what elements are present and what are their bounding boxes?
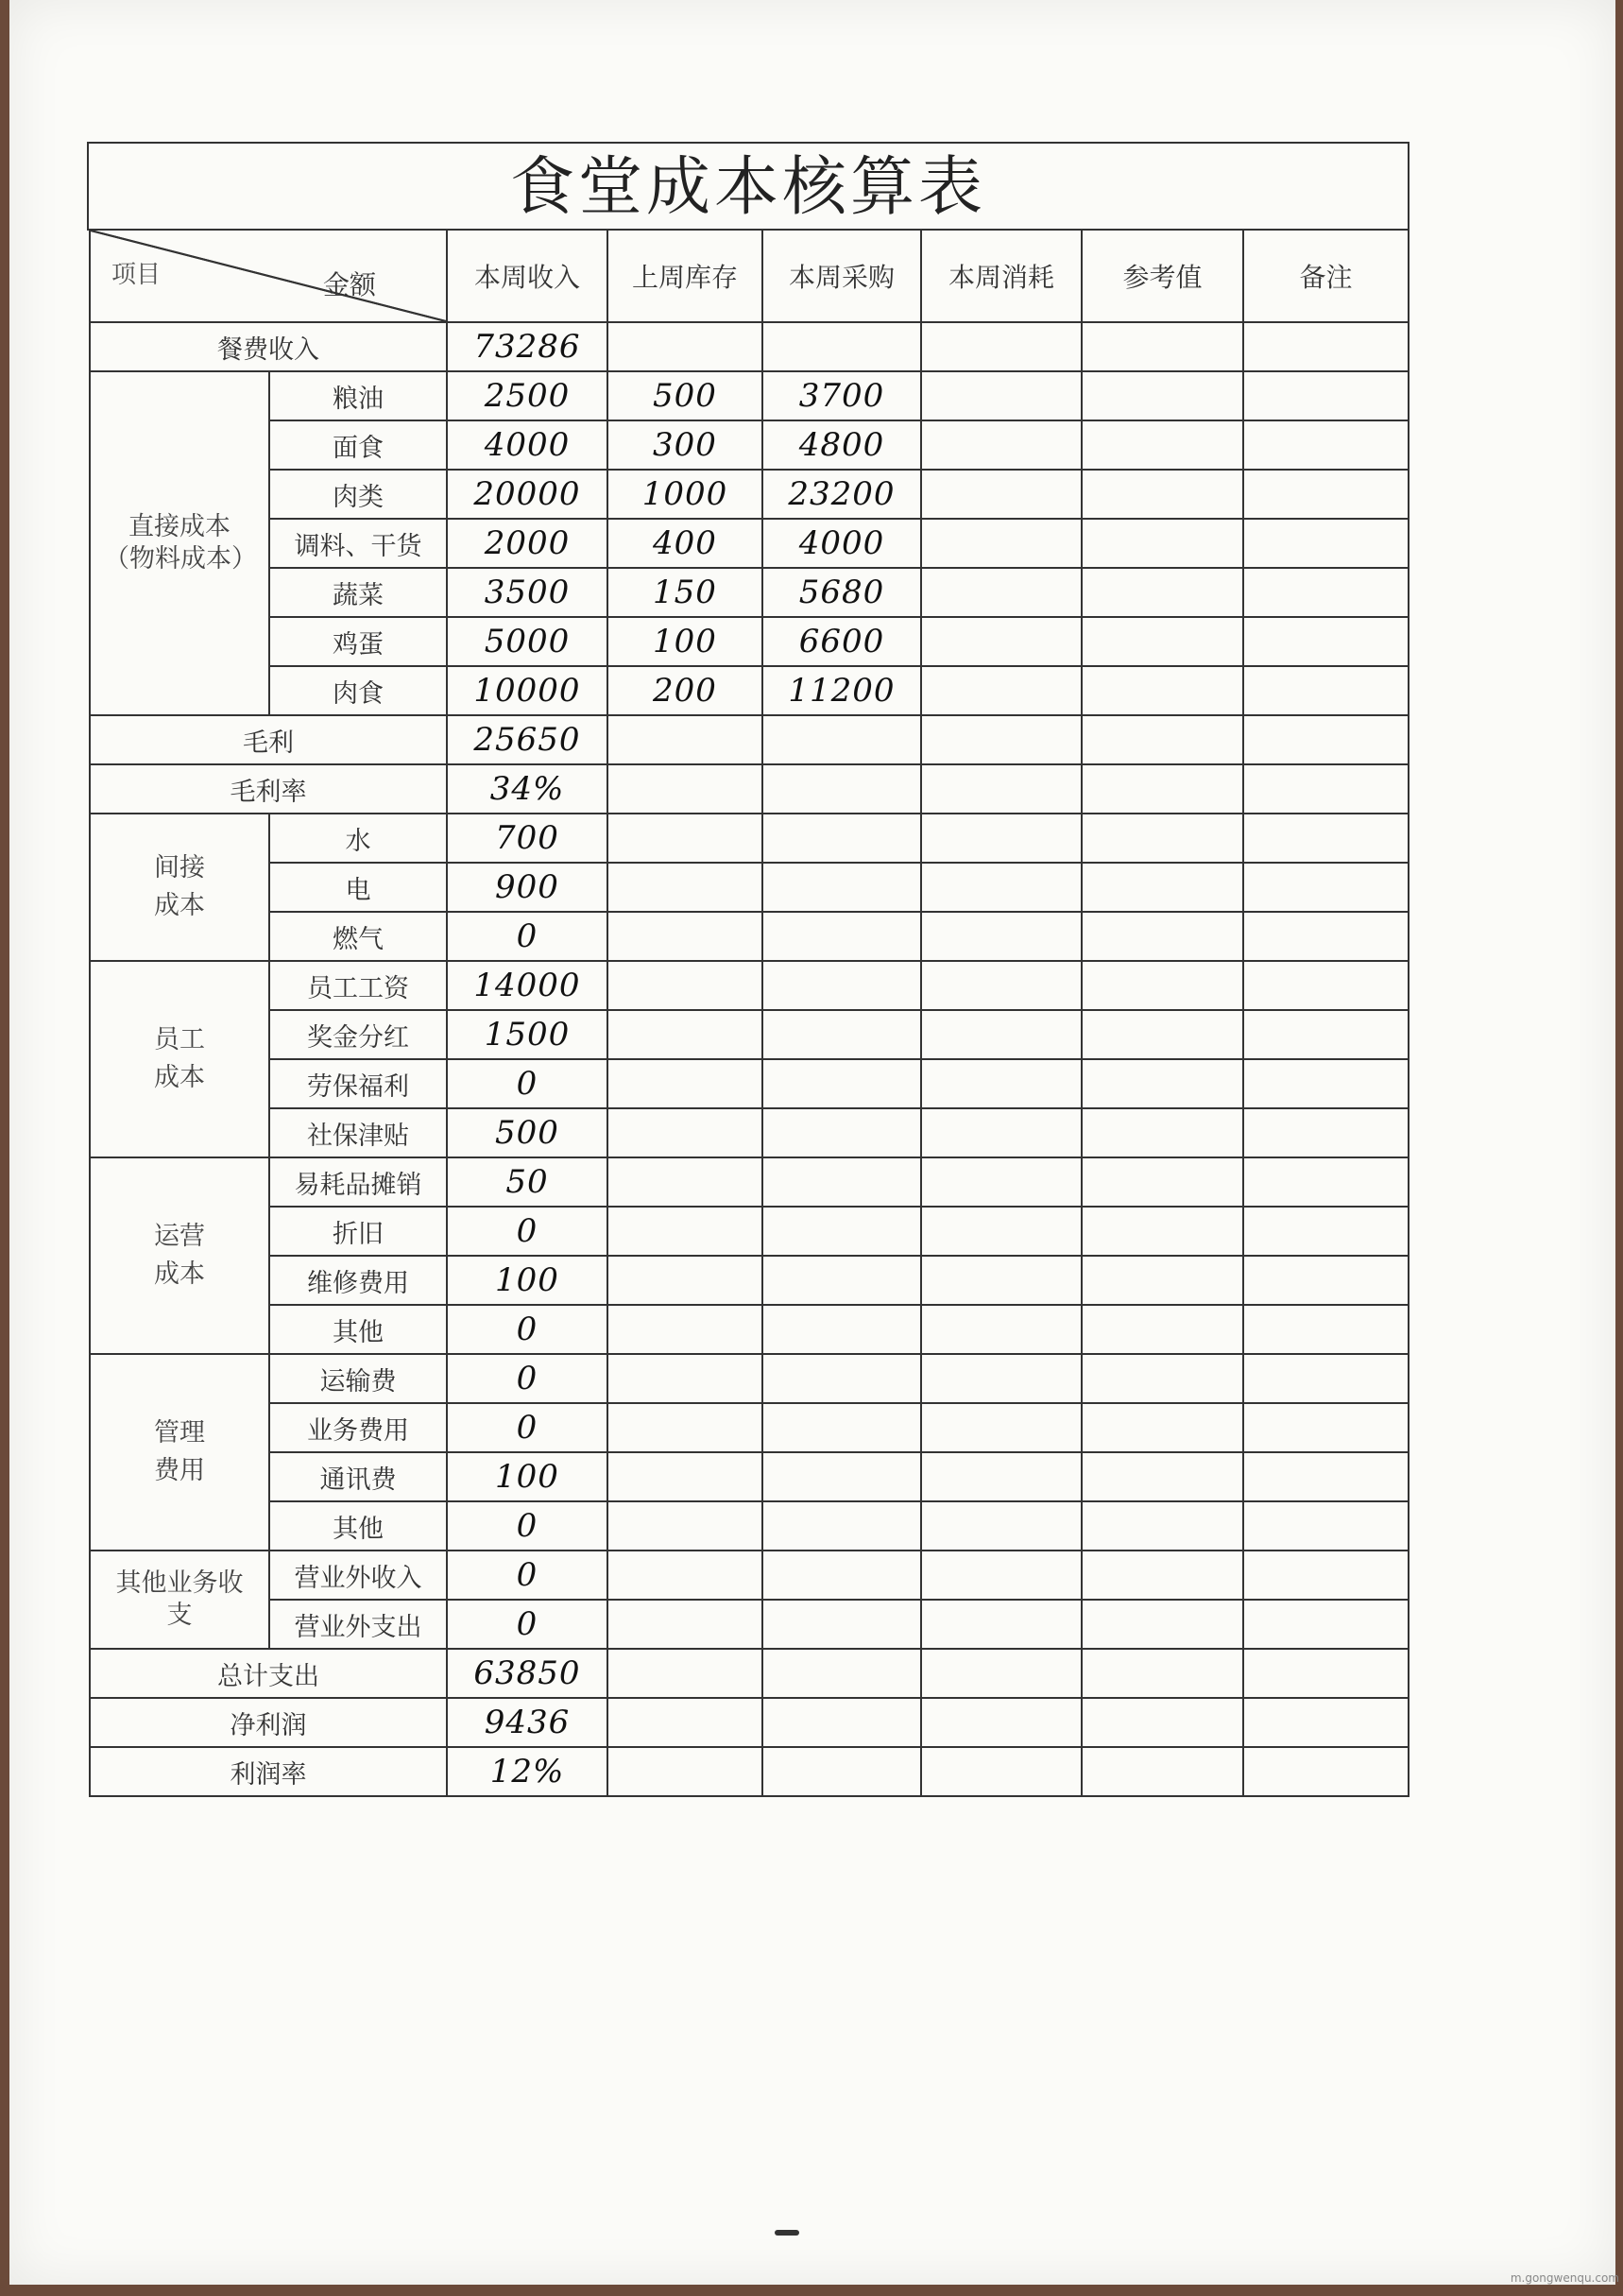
cell-purchase: 6600 — [762, 617, 921, 666]
item-label: 折旧 — [269, 1207, 447, 1256]
cell-reference — [1082, 764, 1243, 814]
table-row — [90, 1649, 1409, 1698]
cell-income: 63850 — [447, 1649, 607, 1698]
cell-remarks — [1243, 470, 1409, 519]
table-row — [90, 814, 1409, 863]
cell-last-stock: 1000 — [607, 470, 762, 519]
cell-last-stock — [607, 1403, 762, 1452]
cell-reference — [1082, 1108, 1243, 1157]
cell-income: 34% — [447, 764, 607, 814]
group-label: 间接成本 — [90, 814, 269, 961]
table-row — [90, 1747, 1409, 1796]
cell-income: 9436 — [447, 1698, 607, 1747]
cell-income: 73286 — [447, 322, 607, 371]
cell-consumption — [921, 666, 1082, 715]
cell-purchase: 11200 — [762, 666, 921, 715]
item-label: 肉食 — [269, 666, 447, 715]
cell-reference — [1082, 1747, 1243, 1796]
cell-last-stock — [607, 1698, 762, 1747]
cell-purchase — [762, 1108, 921, 1157]
cell-income: 0 — [447, 1600, 607, 1649]
cell-remarks — [1243, 1452, 1409, 1501]
paper-sheet — [9, 0, 1615, 2285]
cell-income: 0 — [447, 1403, 607, 1452]
item-label: 鸡蛋 — [269, 617, 447, 666]
cell-reference — [1082, 371, 1243, 420]
cell-income: 2000 — [447, 519, 607, 568]
cell-consumption — [921, 1157, 1082, 1207]
item-label: 易耗品摊销 — [269, 1157, 447, 1207]
cell-reference — [1082, 1452, 1243, 1501]
cell-income: 50 — [447, 1157, 607, 1207]
cell-remarks — [1243, 1649, 1409, 1698]
cell-remarks — [1243, 420, 1409, 470]
cell-income: 0 — [447, 912, 607, 961]
cell-purchase — [762, 1551, 921, 1600]
cell-reference — [1082, 1501, 1243, 1551]
cell-purchase — [762, 715, 921, 764]
table-row — [90, 715, 1409, 764]
cell-consumption — [921, 519, 1082, 568]
cell-purchase — [762, 1600, 921, 1649]
cell-last-stock — [607, 715, 762, 764]
cell-reference — [1082, 1207, 1243, 1256]
cell-consumption — [921, 1551, 1082, 1600]
table-row — [90, 1403, 1409, 1452]
cell-income: 12% — [447, 1747, 607, 1796]
cell-purchase — [762, 1747, 921, 1796]
cell-purchase — [762, 1059, 921, 1108]
cell-remarks — [1243, 666, 1409, 715]
cell-reference — [1082, 322, 1243, 371]
cell-remarks — [1243, 912, 1409, 961]
cell-income: 5000 — [447, 617, 607, 666]
cell-last-stock: 500 — [607, 371, 762, 420]
cell-remarks — [1243, 1354, 1409, 1403]
cell-income: 20000 — [447, 470, 607, 519]
cell-remarks — [1243, 617, 1409, 666]
table-row — [90, 1059, 1409, 1108]
cell-reference — [1082, 1551, 1243, 1600]
cell-reference — [1082, 1059, 1243, 1108]
table-row — [90, 470, 1409, 519]
table-row — [90, 1501, 1409, 1551]
cell-purchase — [762, 1698, 921, 1747]
item-label: 营业外收入 — [269, 1551, 447, 1600]
cell-remarks — [1243, 1403, 1409, 1452]
cell-last-stock — [607, 1059, 762, 1108]
item-label: 维修费用 — [269, 1256, 447, 1305]
item-label: 水 — [269, 814, 447, 863]
cell-remarks — [1243, 814, 1409, 863]
cell-remarks — [1243, 715, 1409, 764]
table-row — [90, 1600, 1409, 1649]
cell-purchase — [762, 961, 921, 1010]
item-label: 调料、干货 — [269, 519, 447, 568]
cell-reference — [1082, 1600, 1243, 1649]
table-row — [90, 1010, 1409, 1059]
cell-consumption — [921, 1305, 1082, 1354]
item-label: 劳保福利 — [269, 1059, 447, 1108]
cell-income: 100 — [447, 1256, 607, 1305]
cell-purchase: 4000 — [762, 519, 921, 568]
cell-last-stock — [607, 1108, 762, 1157]
cell-purchase — [762, 764, 921, 814]
item-label: 员工工资 — [269, 961, 447, 1010]
cell-consumption — [921, 322, 1082, 371]
group-label: 其他业务收支 — [90, 1551, 269, 1649]
item-label: 其他 — [269, 1501, 447, 1551]
cell-reference — [1082, 1305, 1243, 1354]
item-label: 利润率 — [90, 1747, 447, 1796]
cell-last-stock: 400 — [607, 519, 762, 568]
cell-consumption — [921, 568, 1082, 617]
cell-last-stock — [607, 1600, 762, 1649]
cell-reference — [1082, 863, 1243, 912]
cell-remarks — [1243, 1698, 1409, 1747]
item-label: 蔬菜 — [269, 568, 447, 617]
group-label: 运营成本 — [90, 1157, 269, 1354]
cost-table — [89, 229, 1409, 1797]
cell-last-stock — [607, 961, 762, 1010]
table-row — [90, 1305, 1409, 1354]
table-row — [90, 1354, 1409, 1403]
item-label: 净利润 — [90, 1698, 447, 1747]
cell-purchase — [762, 1452, 921, 1501]
cell-remarks — [1243, 764, 1409, 814]
cell-consumption — [921, 617, 1082, 666]
cell-income: 0 — [447, 1305, 607, 1354]
cell-income: 25650 — [447, 715, 607, 764]
cell-purchase — [762, 322, 921, 371]
group-label: 管理费用 — [90, 1354, 269, 1551]
cell-reference — [1082, 715, 1243, 764]
cell-remarks — [1243, 1010, 1409, 1059]
cell-consumption — [921, 1256, 1082, 1305]
group-label: 直接成本（物料成本） — [90, 371, 269, 715]
cell-remarks — [1243, 1256, 1409, 1305]
cell-consumption — [921, 420, 1082, 470]
cell-purchase — [762, 912, 921, 961]
cell-purchase — [762, 1010, 921, 1059]
col-header-last-stock: 上周库存 — [607, 230, 762, 322]
cell-consumption — [921, 1108, 1082, 1157]
item-label: 电 — [269, 863, 447, 912]
cell-last-stock — [607, 912, 762, 961]
cell-last-stock — [607, 1305, 762, 1354]
cell-consumption — [921, 715, 1082, 764]
corner-item-label: 项目 — [111, 261, 162, 289]
cell-last-stock — [607, 1354, 762, 1403]
cell-income: 0 — [447, 1501, 607, 1551]
cell-reference — [1082, 666, 1243, 715]
cell-consumption — [921, 470, 1082, 519]
cell-reference — [1082, 912, 1243, 961]
cell-consumption — [921, 1452, 1082, 1501]
cell-reference — [1082, 1157, 1243, 1207]
item-label: 营业外支出 — [269, 1600, 447, 1649]
cell-remarks — [1243, 371, 1409, 420]
col-header-consumption: 本周消耗 — [921, 230, 1082, 322]
cell-remarks — [1243, 1305, 1409, 1354]
cell-remarks — [1243, 1108, 1409, 1157]
item-label: 肉类 — [269, 470, 447, 519]
cell-last-stock — [607, 1256, 762, 1305]
cell-consumption — [921, 1747, 1082, 1796]
cell-last-stock — [607, 322, 762, 371]
cell-last-stock — [607, 814, 762, 863]
cell-income: 100 — [447, 1452, 607, 1501]
table-row — [90, 666, 1409, 715]
cell-income: 10000 — [447, 666, 607, 715]
table-row — [90, 371, 1409, 420]
table-row — [90, 1108, 1409, 1157]
cell-purchase — [762, 1256, 921, 1305]
cell-reference — [1082, 617, 1243, 666]
cell-consumption — [921, 814, 1082, 863]
cell-reference — [1082, 568, 1243, 617]
cell-consumption — [921, 1059, 1082, 1108]
cell-last-stock — [607, 1747, 762, 1796]
table-row — [90, 1452, 1409, 1501]
cell-remarks — [1243, 322, 1409, 371]
cell-consumption — [921, 1010, 1082, 1059]
cell-last-stock: 100 — [607, 617, 762, 666]
cell-last-stock — [607, 1649, 762, 1698]
table-row — [90, 1157, 1409, 1207]
cell-remarks — [1243, 568, 1409, 617]
cell-consumption — [921, 1698, 1082, 1747]
item-label: 粮油 — [269, 371, 447, 420]
cell-reference — [1082, 1010, 1243, 1059]
item-label: 餐费收入 — [90, 322, 447, 371]
cell-last-stock — [607, 1010, 762, 1059]
group-label: 员工成本 — [90, 961, 269, 1157]
cell-income: 700 — [447, 814, 607, 863]
cell-remarks — [1243, 519, 1409, 568]
cell-reference — [1082, 1403, 1243, 1452]
cell-purchase — [762, 1403, 921, 1452]
table-row — [90, 568, 1409, 617]
header-row — [90, 230, 1409, 322]
item-label: 奖金分红 — [269, 1010, 447, 1059]
cell-income: 14000 — [447, 961, 607, 1010]
cell-last-stock — [607, 1501, 762, 1551]
cell-purchase — [762, 1157, 921, 1207]
cell-income: 900 — [447, 863, 607, 912]
cell-last-stock: 200 — [607, 666, 762, 715]
cell-last-stock: 300 — [607, 420, 762, 470]
col-header-reference: 参考值 — [1082, 230, 1243, 322]
item-label: 燃气 — [269, 912, 447, 961]
cell-remarks — [1243, 1207, 1409, 1256]
cell-remarks — [1243, 1747, 1409, 1796]
cell-reference — [1082, 1354, 1243, 1403]
table-row — [90, 519, 1409, 568]
item-label: 面食 — [269, 420, 447, 470]
table-row — [90, 961, 1409, 1010]
cell-last-stock — [607, 863, 762, 912]
cell-reference — [1082, 470, 1243, 519]
table-row — [90, 912, 1409, 961]
table-row — [90, 1698, 1409, 1747]
cell-purchase: 4800 — [762, 420, 921, 470]
table-row — [90, 863, 1409, 912]
cell-consumption — [921, 1649, 1082, 1698]
item-label: 社保津贴 — [269, 1108, 447, 1157]
table-row — [90, 617, 1409, 666]
cell-purchase — [762, 863, 921, 912]
cell-last-stock — [607, 1207, 762, 1256]
cell-income: 500 — [447, 1108, 607, 1157]
cell-income: 2500 — [447, 371, 607, 420]
cell-purchase — [762, 814, 921, 863]
cell-last-stock — [607, 1157, 762, 1207]
table-row — [90, 322, 1409, 371]
item-label: 通讯费 — [269, 1452, 447, 1501]
cell-remarks — [1243, 863, 1409, 912]
table-row — [90, 1207, 1409, 1256]
cell-consumption — [921, 961, 1082, 1010]
cell-reference — [1082, 1649, 1243, 1698]
cell-purchase — [762, 1501, 921, 1551]
cell-reference — [1082, 961, 1243, 1010]
cell-consumption — [921, 1354, 1082, 1403]
table-row — [90, 764, 1409, 814]
cell-income: 3500 — [447, 568, 607, 617]
cell-income: 4000 — [447, 420, 607, 470]
col-header-income: 本周收入 — [447, 230, 607, 322]
cell-last-stock — [607, 1452, 762, 1501]
cell-reference — [1082, 814, 1243, 863]
cell-consumption — [921, 371, 1082, 420]
cell-consumption — [921, 764, 1082, 814]
cell-purchase: 23200 — [762, 470, 921, 519]
cell-last-stock — [607, 764, 762, 814]
cell-income: 0 — [447, 1551, 607, 1600]
col-header-remarks: 备注 — [1243, 230, 1409, 322]
cell-purchase: 3700 — [762, 371, 921, 420]
cell-income: 0 — [447, 1354, 607, 1403]
cell-income: 0 — [447, 1207, 607, 1256]
cell-remarks — [1243, 1551, 1409, 1600]
cell-reference — [1082, 420, 1243, 470]
cell-purchase — [762, 1305, 921, 1354]
scan-mark — [775, 2230, 799, 2236]
item-label: 总计支出 — [90, 1649, 447, 1698]
cell-income: 0 — [447, 1059, 607, 1108]
cell-remarks — [1243, 1501, 1409, 1551]
cell-reference — [1082, 1256, 1243, 1305]
cell-purchase — [762, 1354, 921, 1403]
cell-reference — [1082, 1698, 1243, 1747]
cell-consumption — [921, 912, 1082, 961]
cell-remarks — [1243, 1600, 1409, 1649]
cell-purchase — [762, 1207, 921, 1256]
table-row — [90, 1551, 1409, 1600]
table-row — [90, 1256, 1409, 1305]
cell-remarks — [1243, 1157, 1409, 1207]
page-title: 食堂成本核算表 — [87, 142, 1409, 231]
cell-last-stock: 150 — [607, 568, 762, 617]
table-row — [90, 420, 1409, 470]
cell-consumption — [921, 1501, 1082, 1551]
cell-reference — [1082, 519, 1243, 568]
cell-last-stock — [607, 1551, 762, 1600]
corner-header — [90, 230, 447, 322]
cell-purchase: 5680 — [762, 568, 921, 617]
cell-remarks — [1243, 961, 1409, 1010]
watermark-text: m.gongwenqu.com — [1510, 2271, 1619, 2285]
cell-consumption — [921, 1403, 1082, 1452]
cell-remarks — [1243, 1059, 1409, 1108]
corner-amount-label: 金额 — [322, 269, 376, 300]
col-header-purchase: 本周采购 — [762, 230, 921, 322]
item-label: 运输费 — [269, 1354, 447, 1403]
cell-consumption — [921, 1207, 1082, 1256]
item-label: 其他 — [269, 1305, 447, 1354]
cell-consumption — [921, 863, 1082, 912]
cell-consumption — [921, 1600, 1082, 1649]
cell-purchase — [762, 1649, 921, 1698]
item-label: 毛利率 — [90, 764, 447, 814]
item-label: 毛利 — [90, 715, 447, 764]
item-label: 业务费用 — [269, 1403, 447, 1452]
cell-income: 1500 — [447, 1010, 607, 1059]
